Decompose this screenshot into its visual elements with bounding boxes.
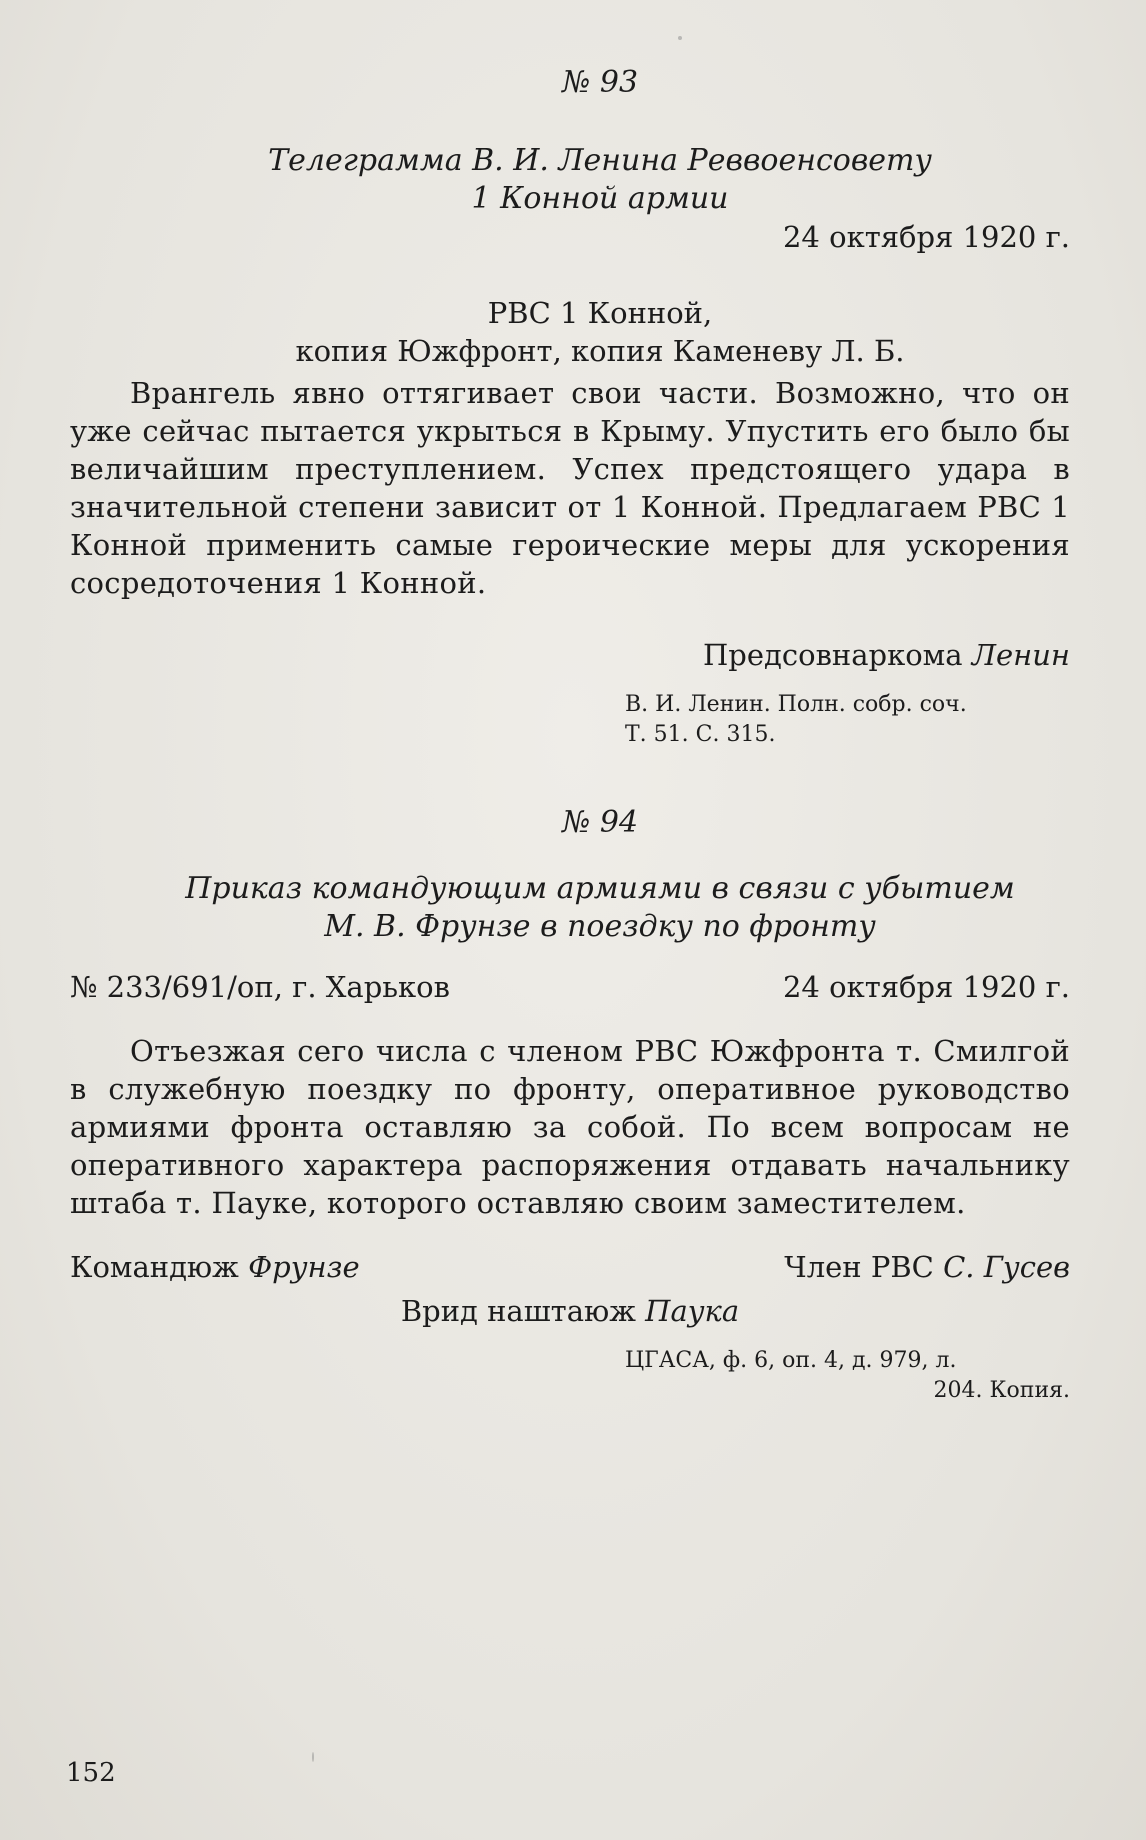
doc93-signature — [70, 636, 1070, 674]
doc94-source — [625, 1346, 1070, 1406]
doc93-date: 24 октября 1920 г. — [782, 220, 1070, 254]
doc94-title-line2: М. В. Фрунзе в поездку по фронту — [324, 909, 876, 944]
doc94-order-ref: № 233/691/оп, г. Харьков — [70, 970, 450, 1004]
paper-speck — [312, 1752, 314, 1762]
document-94 — [70, 804, 1070, 1406]
document-93 — [70, 64, 1070, 750]
doc94-sig-right-title: Член РВС — [784, 1250, 934, 1284]
doc94-source-line1: ЦГАСА, ф. 6, оп. 4, д. 979, л. — [625, 1348, 957, 1373]
doc93-title-line1: Телеграмма В. И. Ленина Реввоенсовету — [268, 143, 932, 178]
page-content — [70, 64, 1070, 1406]
doc94-sig-left-title: Командюж — [70, 1250, 239, 1284]
doc94-sig-center — [70, 1292, 1070, 1330]
doc94-header-row — [70, 968, 1070, 1006]
doc93-signature-name: Ленин — [971, 638, 1070, 672]
doc94-body: Отъезжая сего числа с членом РВС Южфронта т. Смилгой в служебную поездку по фронту, оперативное руководство армиями фронта оставляю за собой. По всем вопросам не оперативного характера распоряжения отдавать начальнику штаба т. Пауке, которого оставляю своим заместителем. — [70, 1034, 1070, 1220]
paper-speck — [678, 36, 682, 40]
doc94-source-line2: 204. Копия. — [933, 1378, 1070, 1403]
page-number: 152 — [66, 1758, 116, 1788]
doc94-title-line1: Приказ командующим армиями в связи с убытием — [185, 871, 1015, 906]
doc94-date: 24 октября 1920 г. — [782, 970, 1070, 1004]
doc93-addressee-line1: РВС 1 Конной, — [487, 296, 713, 330]
doc94-number: № 94 — [561, 805, 639, 840]
doc93-signature-title: Предсовнаркома — [703, 638, 963, 672]
doc93-source — [625, 690, 1070, 750]
doc94-signatures-row — [70, 1248, 1070, 1286]
doc94-sig-right — [784, 1248, 1070, 1286]
doc93-number: № 93 — [561, 65, 639, 100]
doc93-title-line2: 1 Конной армии — [471, 181, 729, 216]
doc93-source-line1: В. И. Ленин. Полн. собр. соч. — [625, 692, 967, 717]
doc93-source-line2: Т. 51. С. 315. — [625, 722, 776, 747]
doc94-sig-left — [70, 1248, 360, 1286]
doc93-body: Врангель явно оттягивает свои части. Возможно, что он уже сейчас пытается укрыться в Крыму. Упустить его было бы величайшим преступлением. Успех предстоящего удара в значительной степени зависит от 1 Конной. Предлагаем РВС 1 Конной применить самые героические меры для ускорения сосредоточения 1 Конной. — [70, 376, 1070, 600]
doc93-addressee-line2: копия Южфронт, копия Каменеву Л. Б. — [295, 334, 905, 368]
doc94-sig-right-name: С. Гусев — [943, 1250, 1070, 1284]
doc94-sig-center-title: Врид наштаюж — [400, 1294, 636, 1328]
doc94-sig-center-name: Паука — [645, 1294, 740, 1328]
doc94-sig-left-name: Фрунзе — [248, 1250, 360, 1284]
